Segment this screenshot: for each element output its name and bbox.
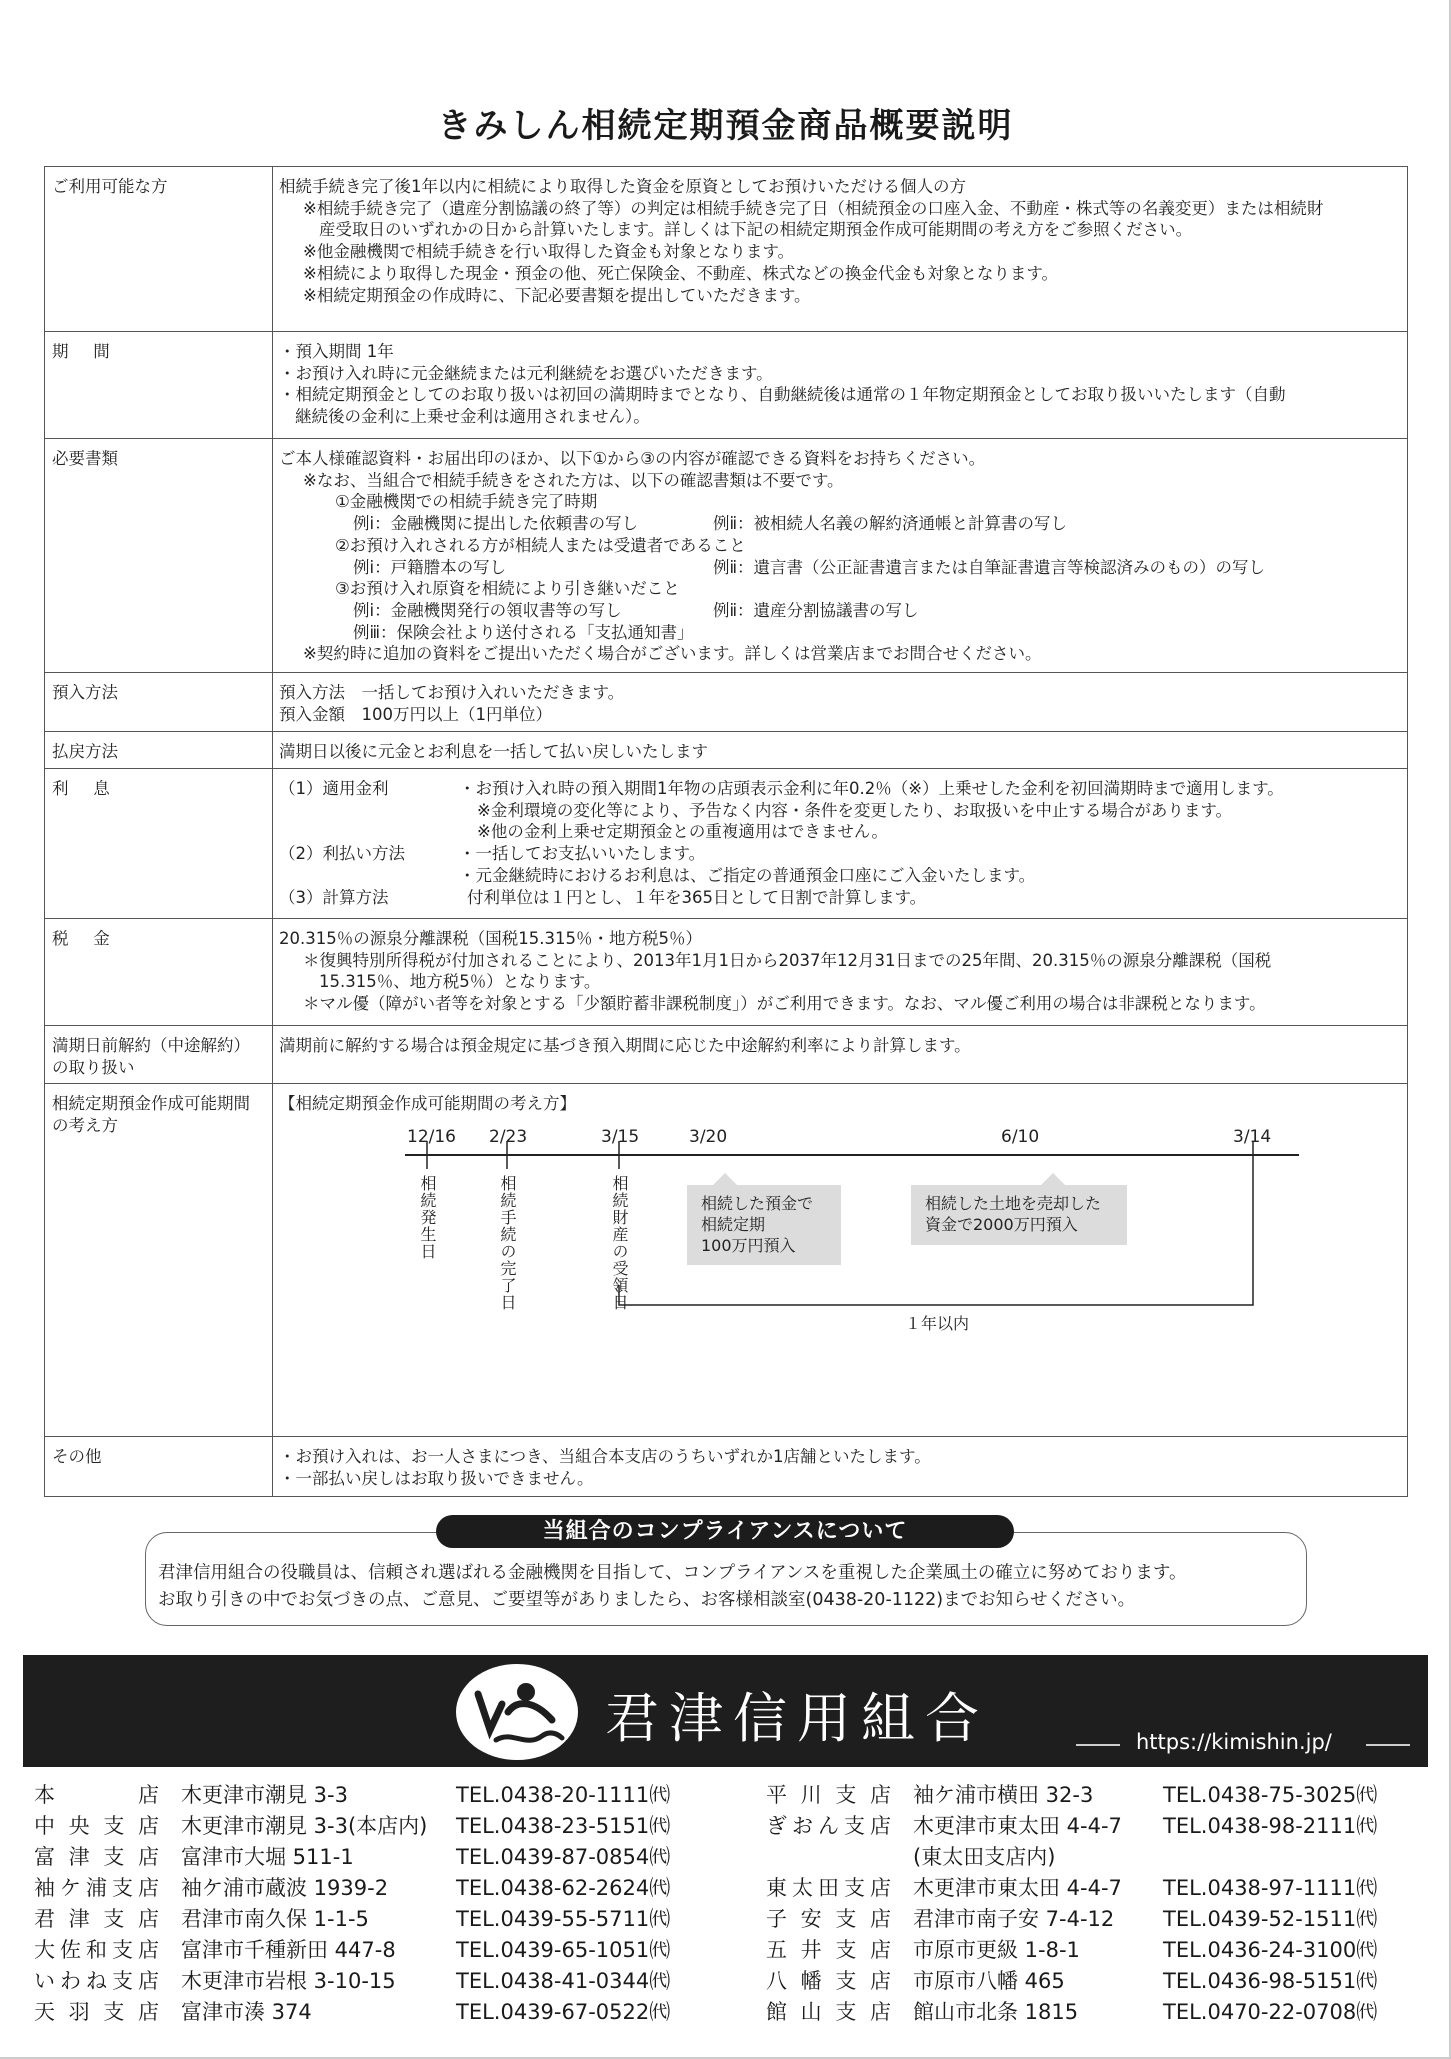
branch-tel: TEL.0438-62-2624㈹	[456, 1876, 671, 1900]
row-content	[273, 1437, 1408, 1497]
branch-address: 君津市南子安 7-4-12	[913, 1907, 1115, 1931]
row-label: 満期日前解約（中途解約）の取り扱い	[45, 1026, 273, 1084]
branch-name: 袖 ケ 浦 支 店	[34, 1876, 159, 1900]
branch-tel: TEL.0438-23-5151㈹	[456, 1814, 671, 1838]
text-line: 例ⅰ：金融機関発行の領収書等の写し	[353, 600, 622, 620]
text-line: ②お預け入れされる方が相続人または受遺者であること	[335, 535, 746, 555]
text-line: ※相続手続き完了（遺産分割協議の終了等）の判定は相続手続き完了日（相続預金の口座入金、不動産・株式等の名義変更）または相続財	[303, 198, 1324, 218]
callout-line: 相続定期	[701, 1215, 766, 1235]
branch-address: 木更津市岩根 3-10-15	[181, 1969, 396, 1993]
text-line: 20.315％の源泉分離課税（国税15.315％・地方税5％）	[279, 929, 702, 948]
branch-tel: TEL.0438-41-0344㈹	[456, 1969, 671, 1993]
branch-row	[34, 1997, 670, 2028]
branch-list-left	[34, 1780, 670, 2028]
interest-calc	[279, 887, 1401, 909]
text-line: 15.315％、地方税5％）となります。	[319, 972, 601, 992]
span-label: １年以内	[905, 1314, 970, 1334]
divider	[1366, 1744, 1410, 1746]
row-label: 払戻方法	[45, 732, 273, 769]
interest-rate	[279, 778, 1401, 800]
branch-name: 東 太 田 支 店	[766, 1876, 891, 1900]
text-line: ・相続定期預金としてのお取り扱いは初回の満期時までとなり、自動継続後は通常の１年物定期預金としてお取り扱いいたします（自動	[279, 385, 1286, 405]
text-line: 例ⅱ：遺言書（公正証書遺言または自筆証書遺言等検認済みのもの）の写し	[713, 557, 1266, 577]
row-content	[273, 769, 1408, 919]
text-line: 産受取日のいずれかの日から計算いたします。詳しくは下記の相続定期預金作成可能期間の考え方をご参照ください。	[319, 220, 1193, 240]
row-label	[45, 769, 273, 919]
branch-name: い わ ね 支 店	[34, 1969, 159, 1993]
callout-pointer	[1041, 1173, 1065, 1185]
page-title: きみしん相続定期預金商品概要説明	[437, 106, 1014, 146]
date-label: 6/10	[1001, 1127, 1040, 1148]
branch-tel: TEL.0470-22-0708㈹	[1163, 2000, 1378, 2024]
branch-row	[34, 1780, 670, 1811]
callout-line: 100万円預入	[701, 1236, 796, 1256]
logo-icon	[456, 1664, 578, 1760]
branch-name: 子 安 支 店	[766, 1907, 891, 1931]
row-label: 必要書類	[45, 439, 273, 673]
row-label: ご利用可能な方	[45, 167, 273, 332]
text-line: 例ⅲ：保険会社より送付される「支払通知書」	[353, 622, 694, 642]
website-link[interactable]: https://kimishin.jp/	[1136, 1730, 1332, 1754]
branch-name: 中 央 支 店	[34, 1814, 159, 1838]
deposit-callout	[687, 1185, 841, 1265]
row-content: 満期日以後に元金とお利息を一括して払い戻しいたします	[273, 732, 1408, 769]
row-content	[273, 673, 1408, 732]
branch-tel: TEL.0438-97-1111㈹	[1163, 1876, 1378, 1900]
branch-row	[34, 1873, 670, 1904]
callout-line: 資金で2000万円預入	[925, 1215, 1078, 1235]
text-line: 君津信用組合の役職員は、信頼され選ばれる金融機関を目指して、コンプライアンスを重視した企業風土の確立に努めております。	[158, 1563, 1187, 1583]
branch-row	[766, 1873, 1377, 1904]
row-content	[273, 919, 1408, 1026]
branch-list-right	[766, 1780, 1377, 2028]
table-row	[45, 167, 1408, 332]
text-line: 継続後の金利に上乗せ金利は適用されません）。	[295, 407, 650, 427]
branch-tel: TEL.0439-65-1051㈹	[456, 1938, 671, 1962]
row-content	[273, 167, 1408, 332]
branch-row	[34, 1904, 670, 1935]
date-label: 12/16	[407, 1127, 456, 1148]
branch-tel: TEL.0439-67-0522㈹	[456, 2000, 671, 2024]
branch-tel: TEL.0438-98-2111㈹	[1163, 1814, 1378, 1838]
callout-line: 相続した土地を売却した	[925, 1194, 1102, 1214]
divider	[1076, 1744, 1120, 1746]
branch-tel: TEL.0436-24-3100㈹	[1163, 1938, 1378, 1962]
branch-address: 市原市更級 1-8-1	[913, 1938, 1080, 1962]
text-line: ・一括してお支払いいたします。	[459, 844, 706, 864]
date-label: 3/14	[1233, 1127, 1272, 1148]
text-line: （3）計算方法	[279, 887, 389, 907]
text-line: （2）利払い方法	[279, 844, 405, 864]
row-label: 相続定期預金作成可能期間の考え方	[45, 1084, 273, 1437]
branch-name: 大 佐 和 支 店	[34, 1938, 159, 1962]
branch-name: 館 山 支 店	[766, 2000, 891, 2024]
branch-row	[34, 1842, 670, 1873]
example-pair	[279, 600, 1401, 622]
land-sale-callout	[911, 1185, 1127, 1245]
row-content: 満期前に解約する場合は預金規定に基づき預入期間に応じた中途解約利率により計算します。	[273, 1026, 1408, 1084]
event-label: 相続財産の受領日	[610, 1175, 629, 1312]
date-label: 3/15	[601, 1127, 640, 1148]
row-label: 預入方法	[45, 673, 273, 732]
table-row	[45, 1084, 1408, 1437]
event-label: 相続手続の完了日	[498, 1175, 517, 1312]
callout-line: 相続した預金で	[701, 1194, 814, 1214]
text-line: 付利単位は１円とし、１年を365日として日割で計算します。	[467, 887, 927, 907]
table-row	[45, 1026, 1408, 1084]
branch-row	[34, 1935, 670, 1966]
example-pair	[279, 557, 1401, 579]
branch-name: 本 店	[34, 1783, 159, 1807]
table-row	[45, 769, 1408, 919]
branch-row	[34, 1811, 670, 1842]
row-label	[45, 332, 273, 439]
branch-name: ぎ お ん 支 店	[766, 1814, 891, 1838]
date-label: 3/20	[689, 1127, 728, 1148]
branch-name: 平 川 支 店	[766, 1783, 891, 1807]
product-terms-table	[44, 166, 1408, 1497]
text-line: ご本人様確認資料・お届出印のほか、以下①から③の内容が確認できる資料をお持ちください。	[279, 449, 986, 468]
text-line: 例ⅰ：金融機関に提出した依頼書の写し	[353, 514, 639, 534]
text-line: ＊マル優（障がい者等を対象とする「少額貯蓄非課税制度」）がご利用できます。なお、マル優ご利用の場合は非課税となります。	[303, 994, 1266, 1014]
text-line: 預入金額 100万円以上（1円単位）	[279, 704, 552, 724]
branch-address: 君津市南久保 1-1-5	[181, 1907, 369, 1931]
text-line: ※相続により取得した現金・預金の他、死亡保険金、不動産、株式などの換金代金も対象となります。	[303, 263, 1059, 283]
timeline-lines	[279, 1115, 1419, 1415]
text-line: ＊復興特別所得税が付加されることにより、2013年1月1日から2037年12月31日までの25年間、20.315％の源泉分離課税（国税	[303, 950, 1272, 970]
branch-row	[766, 1842, 1377, 1873]
date-label: 2/23	[489, 1127, 528, 1148]
text-line: ※相続定期預金の作成時に、下記必要書類を提出していただきます。	[303, 285, 811, 305]
table-row	[45, 732, 1408, 769]
branch-address: 木更津市東太田 4-4-7	[913, 1876, 1122, 1900]
table-row	[45, 673, 1408, 732]
branch-row	[766, 1966, 1377, 1997]
text-line: ※他の金利上乗せ定期預金との重複適用はできません。	[477, 822, 888, 842]
compliance-text	[158, 1560, 1186, 1614]
text-line: 相続手続き完了後1年以内に相続により取得した資金を原資としてお預けいただける個人の方	[279, 177, 966, 196]
callout-pointer	[713, 1173, 737, 1185]
branch-tel: TEL.0439-52-1511㈹	[1163, 1907, 1378, 1931]
branch-tel: TEL.0436-98-5151㈹	[1163, 1969, 1378, 1993]
row-label-text: 税金	[52, 929, 135, 948]
text-line: （1）適用金利	[279, 779, 389, 798]
text-line: ※契約時に追加の資料をご提出いただく場合がございます。詳しくは営業店までお問合せください。	[303, 644, 1042, 664]
branch-address: 袖ケ浦市蔵波 1939-2	[181, 1876, 389, 1900]
branch-address: 富津市湊 374	[181, 2000, 312, 2024]
row-label-text: 利息	[52, 779, 135, 798]
branch-name: 八 幡 支 店	[766, 1969, 891, 1993]
text-line: ※なお、当組合で相続手続きをされた方は、以下の確認書類は不要です。	[303, 470, 844, 490]
branch-row	[766, 1780, 1377, 1811]
timeline-diagram	[279, 1115, 1401, 1431]
branch-tel: TEL.0438-20-1111㈹	[456, 1783, 671, 1807]
branch-name	[766, 1842, 891, 1873]
branch-address: 木更津市潮見 3-3	[181, 1783, 348, 1807]
text-line: 例ⅱ：被相続人名義の解約済通帳と計算書の写し	[713, 514, 1068, 534]
example-pair	[279, 513, 1401, 535]
table-row	[45, 332, 1408, 439]
branch-tel: TEL.0438-75-3025㈹	[1163, 1783, 1378, 1807]
branch-tel: TEL.0439-55-5711㈹	[456, 1907, 671, 1931]
text-line: ・預入期間 1年	[279, 342, 394, 361]
text-line: 預入方法 一括してお預け入れいただきます。	[279, 683, 625, 702]
branch-address: 富津市千種新田 447-8	[181, 1938, 396, 1962]
compliance-title: 当組合のコンプライアンスについて	[436, 1515, 1014, 1548]
table-row	[45, 1437, 1408, 1497]
text-line: ③お預け入れ原資を相続により引き継いだこと	[335, 579, 680, 599]
text-line: ・お預け入れ時に元金継続または元利継続をお選びいただきます。	[279, 363, 773, 383]
branch-row	[766, 1811, 1377, 1842]
text-line: お取り引きの中でお気づきの点、ご意見、ご要望等がありましたら、お客様相談室(0438-20-1122)までお知らせください。	[158, 1590, 1136, 1610]
branch-address: (東太田支店内)	[913, 1845, 1056, 1869]
row-content	[273, 1084, 1408, 1437]
text-line: 例ⅰ：戸籍謄本の写し	[353, 557, 507, 577]
branch-address: 木更津市東太田 4-4-7	[913, 1814, 1122, 1838]
branch-row	[34, 1966, 670, 1997]
diagram-heading: 【相続定期預金作成可能期間の考え方】	[279, 1094, 576, 1114]
branch-row	[766, 1935, 1377, 1966]
table-row	[45, 439, 1408, 673]
branch-address: 木更津市潮見 3-3(本店内)	[181, 1814, 428, 1838]
row-content	[273, 439, 1408, 673]
text-line: ・お預け入れは、お一人さまにつき、当組合本支店のうちいずれか1店舗といたします。	[279, 1447, 931, 1467]
text-line: ①金融機関での相続手続き完了時期	[335, 492, 598, 512]
branch-name: 君 津 支 店	[34, 1907, 159, 1931]
row-label: その他	[45, 1437, 273, 1497]
text-line: ※金利環境の変化等により、予告なく内容・条件を変更したり、お取扱いを中止する場合があります。	[477, 800, 1233, 820]
row-label	[45, 919, 273, 1026]
text-line: ※他金融機関で相続手続きを行い取得した資金も対象となります。	[303, 242, 795, 262]
branch-row	[766, 1904, 1377, 1935]
row-label-text: 期間	[52, 342, 135, 361]
table-row	[45, 919, 1408, 1026]
event-label: 相続発生日	[418, 1175, 437, 1261]
branch-name: 天 羽 支 店	[34, 2000, 159, 2024]
text-line: 例ⅱ：遺産分割協議書の写し	[713, 600, 919, 620]
row-content	[273, 332, 1408, 439]
branch-address: 富津市大堀 511-1	[181, 1845, 354, 1869]
branch-row	[766, 1997, 1377, 2028]
text-line: ・一部払い戻しはお取り扱いできません。	[279, 1468, 594, 1488]
logo-mark	[456, 1664, 578, 1760]
branch-name: 五 井 支 店	[766, 1938, 891, 1962]
interest-payment	[279, 843, 1401, 865]
branch-address: 袖ケ浦市横田 32-3	[913, 1783, 1094, 1807]
text-line: ・元金継続時におけるお利息は、ご指定の普通預金口座にご入金いたします。	[459, 865, 1036, 885]
branch-address: 館山市北条 1815	[913, 2000, 1079, 2024]
brand-name: 君津信用組合	[605, 1687, 989, 1750]
text-line: ・お預け入れ時の預入期間1年物の店頭表示金利に年0.2％（※）上乗せした金利を初回満期時まで適用します。	[459, 779, 1284, 798]
branch-name: 富 津 支 店	[34, 1845, 159, 1869]
branch-tel: TEL.0439-87-0854㈹	[456, 1845, 671, 1869]
branch-address: 市原市八幡 465	[913, 1969, 1065, 1993]
